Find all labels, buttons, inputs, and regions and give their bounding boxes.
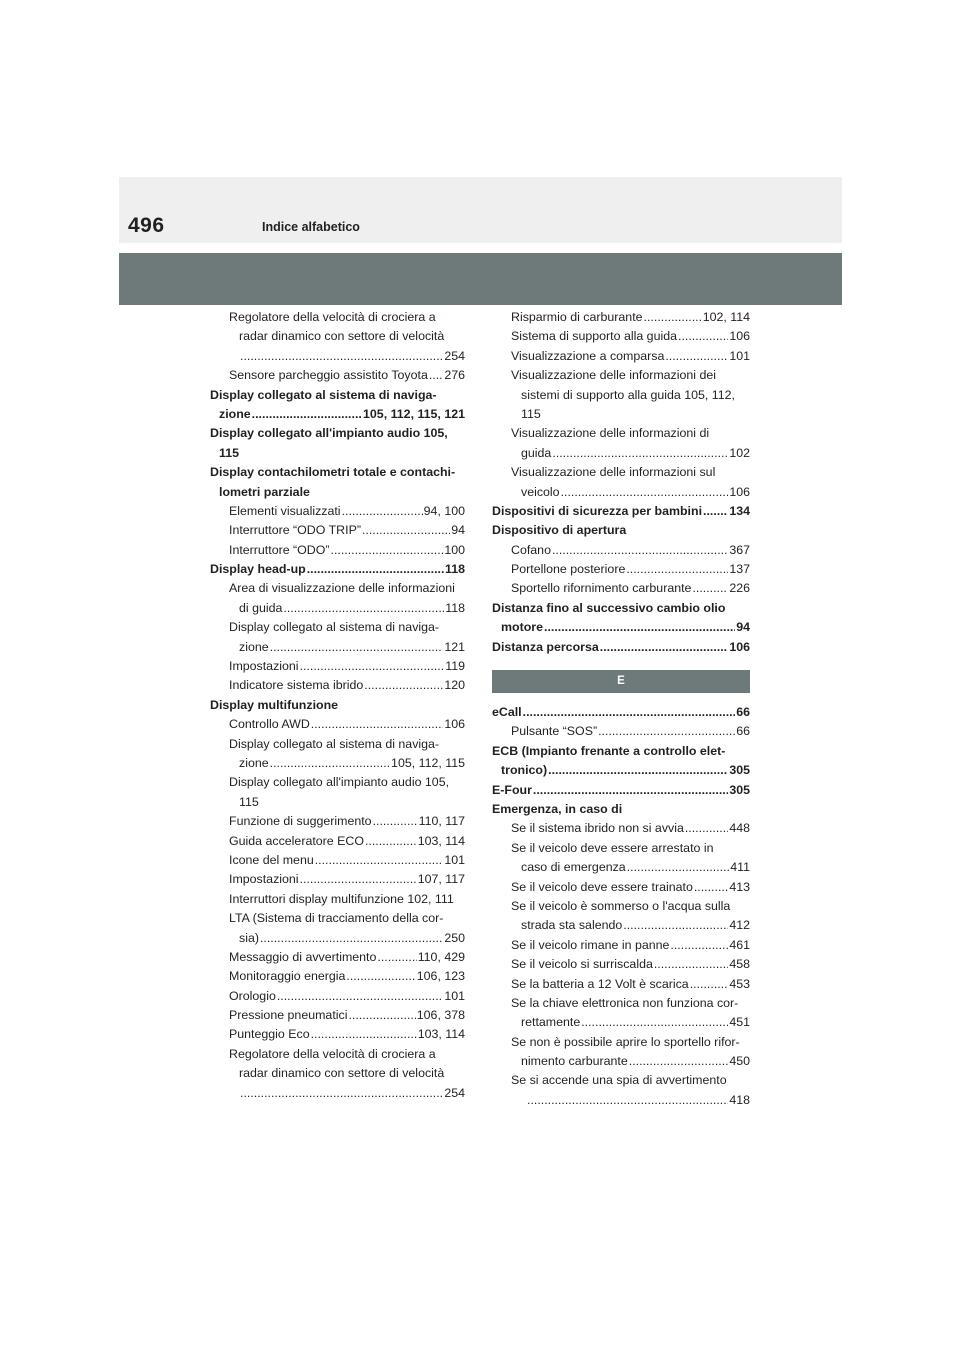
page-reference: 105, 112, 115 <box>391 755 465 770</box>
section-header-e: E <box>492 670 750 693</box>
entry-text: di guida <box>239 600 283 615</box>
page-reference: 94 <box>736 620 750 635</box>
entry-text: zione <box>239 755 269 770</box>
index-sub-entry <box>492 308 750 327</box>
entry-text: Pulsante “SOS” <box>511 724 598 739</box>
index-sub-entry: Se si accende una spia di avvertimento <box>511 1073 727 1088</box>
dot-leader <box>365 832 417 851</box>
dot-leader <box>240 1084 443 1103</box>
index-sub-entry <box>210 1006 465 1025</box>
index-sub-entry: Se il veicolo deve essere arrestato in <box>511 840 714 855</box>
dot-leader <box>277 987 443 1006</box>
page-reference: 106, 378 <box>416 1008 465 1023</box>
entry-text: caso di emergenza <box>521 860 626 875</box>
index-sub-entry <box>210 638 465 657</box>
entry-text: Portellone posteriore <box>511 562 626 577</box>
entry-text: zione <box>239 639 269 654</box>
page-reference: 254 <box>444 1085 465 1100</box>
page-reference: 101 <box>729 348 750 363</box>
entry-text: Se la batteria a 12 Volt è scarica <box>511 976 689 991</box>
index-list-e <box>492 703 750 1110</box>
entry-text: Elementi visualizzati <box>229 503 341 518</box>
dot-leader <box>373 812 418 831</box>
entry-text: Risparmio di carburante <box>511 310 643 324</box>
index-sub-entry <box>210 948 465 967</box>
dot-leader <box>270 754 390 773</box>
dot-leader <box>629 1052 729 1071</box>
index-sub-entry: sistemi di supporto alla guida 105, 112, <box>521 387 735 402</box>
index-sub-entry <box>492 936 750 955</box>
index-sub-entry <box>210 521 465 540</box>
dot-leader <box>623 916 728 935</box>
dot-leader <box>300 657 445 676</box>
dot-leader <box>311 1025 417 1044</box>
index-sub-entry <box>492 955 750 974</box>
page-reference: 106 <box>729 329 750 344</box>
page-reference: 226 <box>729 581 750 596</box>
page-reference: 413 <box>729 879 750 894</box>
index-sub-entry <box>210 812 465 831</box>
page-reference: 101 <box>444 852 465 867</box>
entry-text: Visualizzazione a comparsa <box>511 348 665 363</box>
page-reference: 102, 114 <box>702 310 750 324</box>
page-reference: 118 <box>445 600 465 615</box>
entry-text: strada sta salendo <box>521 918 623 933</box>
page-reference: 121 <box>444 639 465 654</box>
page-reference: 66 <box>736 724 750 739</box>
index-main-entry <box>210 405 465 424</box>
dot-leader <box>678 327 728 346</box>
dot-leader <box>311 715 444 734</box>
dot-leader <box>362 521 450 540</box>
index-sub-entry <box>210 715 465 734</box>
dot-leader <box>283 599 444 618</box>
page-reference: 110, 429 <box>417 949 465 964</box>
entry-text: Icone del menu <box>229 852 314 867</box>
dot-leader <box>627 858 730 877</box>
index-sub-entry: Visualizzazione delle informazioni sul <box>511 465 716 480</box>
dot-leader <box>665 347 728 366</box>
index-sub-entry <box>210 599 465 618</box>
index-main-entry <box>492 502 750 521</box>
index-sub-entry <box>492 347 750 366</box>
entry-text: Guida acceleratore ECO <box>229 833 364 848</box>
dot-leader <box>429 366 443 385</box>
dot-leader <box>523 703 736 722</box>
index-main-entry <box>492 703 750 722</box>
index-column-right <box>492 308 750 1110</box>
entry-text: rettamente <box>521 1015 581 1030</box>
dot-leader <box>692 579 728 598</box>
dot-leader <box>598 722 735 741</box>
index-sub-entry: Se la chiave elettronica non funziona cor- <box>511 995 739 1010</box>
index-sub-entry <box>492 327 750 346</box>
page-reference: 94, 100 <box>423 503 465 518</box>
entry-text: motore <box>501 620 543 635</box>
dot-leader <box>548 761 728 780</box>
index-sub-entry <box>210 1025 465 1044</box>
index-sub-entry <box>210 657 465 676</box>
index-column-left <box>210 308 465 1103</box>
dot-leader <box>533 781 728 800</box>
entry-text: zione <box>219 406 251 421</box>
page-reference: 134 <box>729 503 750 518</box>
index-main-entry <box>492 761 750 780</box>
index-sub-entry <box>210 541 465 560</box>
index-main-entry: Display collegato all'impianto audio 105, <box>210 426 448 441</box>
page-reference: 103, 114 <box>417 833 465 848</box>
dot-leader <box>527 1091 728 1110</box>
dot-leader <box>544 618 735 637</box>
entry-text: Display head-up <box>210 562 306 577</box>
index-sub-entry: Regolatore della velocità di crociera a <box>229 310 436 324</box>
entry-text: Orologio <box>229 988 276 1003</box>
entry-text: Sportello rifornimento carburante <box>511 581 692 596</box>
index-list-d-continued <box>492 308 750 657</box>
page-reference: 106 <box>729 639 750 654</box>
page-reference: 110, 117 <box>418 814 465 829</box>
index-main-entry: Display collegato al sistema di naviga- <box>210 387 437 402</box>
index-sub-entry: Regolatore della velocità di crociera a <box>229 1046 436 1061</box>
entry-text: Messaggio di avvertimento <box>229 949 377 964</box>
index-sub-entry <box>492 483 750 502</box>
dot-leader <box>364 676 443 695</box>
entry-text: Punteggio Eco <box>229 1027 310 1042</box>
page-reference: 254 <box>444 348 465 363</box>
entry-text: Cofano <box>511 542 551 557</box>
index-sub-entry: Se non è possibile aprire lo sportello rifor- <box>511 1034 740 1049</box>
page-reference: 107, 117 <box>417 872 465 887</box>
dot-leader <box>307 560 444 579</box>
index-main-entry: Distanza fino al successivo cambio olio <box>492 600 726 615</box>
dot-leader <box>315 851 444 870</box>
index-main-entry: Display contachilometri totale e contachi- <box>210 465 456 480</box>
page-reference: 450 <box>729 1054 750 1069</box>
entry-text: nimento carburante <box>521 1054 628 1069</box>
index-sub-entry <box>210 1084 465 1103</box>
index-sub-entry: Display collegato all'impianto audio 105, <box>229 775 450 790</box>
page-reference: 461 <box>729 937 750 952</box>
index-sub-entry <box>210 347 465 366</box>
entry-text: tronico) <box>501 763 548 778</box>
index-sub-entry <box>492 1052 750 1071</box>
index-sub-entry: radar dinamico con settore di velocità <box>239 329 445 344</box>
page-reference: 305 <box>729 763 750 778</box>
index-sub-entry: Display collegato al sistema di naviga- <box>229 620 440 635</box>
dot-leader <box>346 967 415 986</box>
index-sub-entry <box>492 579 750 598</box>
page-reference: 451 <box>729 1015 750 1030</box>
page-reference: 119 <box>445 659 465 674</box>
entry-text: E-Four <box>492 782 532 797</box>
page-reference: 367 <box>729 542 750 557</box>
entry-text: Interruttore “ODO” <box>229 542 330 557</box>
page-reference: 118 <box>445 562 465 577</box>
entry-text: Dispositivi di sicurezza per bambini <box>492 503 703 518</box>
index-sub-entry <box>492 1091 750 1110</box>
page-reference: 448 <box>729 821 750 836</box>
page-reference: 105, 112, 115, 121 <box>363 406 465 421</box>
index-sub-entry <box>492 916 750 935</box>
entry-text: Indicatore sistema ibrido <box>229 678 364 693</box>
entry-text: Distanza percorsa <box>492 639 599 654</box>
page-reference: 106 <box>729 484 750 499</box>
index-sub-entry <box>210 987 465 1006</box>
entry-text: Sistema di supporto alla guida <box>511 329 677 344</box>
index-main-entry: Emergenza, in caso di <box>492 801 623 816</box>
page-reference: 458 <box>729 957 750 972</box>
dot-leader <box>690 975 729 994</box>
entry-text: Se il sistema ibrido non si avvia <box>511 821 684 836</box>
dot-leader <box>561 483 729 502</box>
entry-text: Impostazioni <box>229 872 299 887</box>
dot-leader <box>626 560 728 579</box>
page-reference: 100 <box>444 542 465 557</box>
entry-text: Pressione pneumatici <box>229 1008 348 1023</box>
dot-leader <box>331 541 444 560</box>
page-reference: 103, 114 <box>417 1027 465 1042</box>
index-sub-entry <box>492 819 750 838</box>
index-main-entry: 115 <box>219 445 239 460</box>
page-reference: 106, 123 <box>416 969 465 984</box>
dot-leader <box>600 638 729 657</box>
index-sub-entry <box>492 722 750 741</box>
page-reference: 94 <box>451 523 465 538</box>
chapter-band <box>119 253 842 305</box>
index-sub-entry: LTA (Sistema di tracciamento della cor- <box>229 911 444 926</box>
index-main-entry: ECB (Impianto frenante a controllo elet- <box>492 743 726 758</box>
index-sub-entry <box>210 676 465 695</box>
entry-text: Impostazioni <box>229 659 299 674</box>
dot-leader <box>342 502 423 521</box>
index-sub-entry <box>210 754 465 773</box>
page-reference: 137 <box>729 562 750 577</box>
page-reference: 102 <box>729 445 750 460</box>
dot-leader <box>252 405 362 424</box>
entry-text: Interruttore “ODO TRIP” <box>229 523 361 538</box>
index-main-entry: lometri parziale <box>219 484 310 499</box>
entry-text: Se il veicolo si surriscalda <box>511 957 653 972</box>
dot-leader <box>685 819 728 838</box>
index-sub-entry <box>492 975 750 994</box>
index-sub-entry <box>492 1013 750 1032</box>
page-reference: 411 <box>730 860 750 875</box>
entry-text: Controllo AWD <box>229 717 310 732</box>
dot-leader <box>377 948 416 967</box>
dot-leader <box>694 878 728 897</box>
index-main-entry <box>492 781 750 800</box>
index-sub-entry <box>492 444 750 463</box>
dot-leader <box>552 541 728 560</box>
entry-text: guida <box>521 445 552 460</box>
index-sub-entry: radar dinamico con settore di velocità <box>239 1066 445 1081</box>
page-reference: 101 <box>444 988 465 1003</box>
page-title: Indice alfabetico <box>262 220 360 234</box>
index-sub-entry: Se il veicolo è sommerso o l'acqua sulla <box>511 898 731 913</box>
index-sub-entry <box>210 967 465 986</box>
dot-leader <box>644 308 702 327</box>
dot-leader <box>581 1013 728 1032</box>
dot-leader <box>260 929 443 948</box>
index-main-entry <box>492 618 750 637</box>
page-number: 496 <box>128 214 165 237</box>
entry-text: Sensore parcheggio assistito Toyota <box>229 368 428 383</box>
index-sub-entry: Visualizzazione delle informazioni dei <box>511 368 717 383</box>
index-sub-entry <box>492 560 750 579</box>
dot-leader <box>703 502 728 521</box>
dot-leader <box>552 444 728 463</box>
page-reference: 305 <box>729 782 750 797</box>
page-reference: 66 <box>736 705 750 720</box>
index-main-entry <box>210 560 465 579</box>
index-sub-entry <box>210 832 465 851</box>
dot-leader <box>670 936 728 955</box>
entry-text: eCall <box>492 705 522 720</box>
index-sub-entry <box>210 502 465 521</box>
index-sub-entry <box>492 878 750 897</box>
index-sub-entry: Visualizzazione delle informazioni di <box>511 426 710 441</box>
index-sub-entry <box>210 870 465 889</box>
dot-leader <box>270 638 444 657</box>
page-reference: 120 <box>444 678 465 693</box>
page-reference: 418 <box>729 1092 750 1107</box>
header-band <box>119 177 842 243</box>
dot-leader <box>654 955 728 974</box>
index-sub-entry <box>210 929 465 948</box>
dot-leader <box>348 1006 415 1025</box>
index-main-entry: Display multifunzione <box>210 697 339 712</box>
page-reference: 412 <box>729 918 750 933</box>
index-sub-entry: 115 <box>521 406 541 421</box>
index-sub-entry: Area di visualizzazione delle informazioni <box>229 581 455 596</box>
entry-text: Monitoraggio energia <box>229 969 346 984</box>
index-sub-entry <box>492 858 750 877</box>
dot-leader <box>240 347 443 366</box>
index-sub-entry <box>210 366 465 385</box>
page-reference: 250 <box>444 930 465 945</box>
page-reference: 276 <box>444 368 465 383</box>
index-sub-entry <box>492 541 750 560</box>
entry-text: sia) <box>239 930 259 945</box>
index-sub-entry: Interruttori display multifunzione 102, 111 <box>229 891 454 906</box>
entry-text: veicolo <box>521 484 560 499</box>
entry-text: Se il veicolo rimane in panne <box>511 937 670 952</box>
page-reference: 453 <box>729 976 750 991</box>
index-sub-entry: 115 <box>239 794 259 809</box>
index-main-entry: Dispositivo di apertura <box>492 523 627 538</box>
index-main-entry <box>492 638 750 657</box>
index-sub-entry <box>210 851 465 870</box>
page-reference: 106 <box>444 717 465 732</box>
dot-leader <box>300 870 417 889</box>
entry-text: Funzione di suggerimento <box>229 814 372 829</box>
index-sub-entry: Display collegato al sistema di naviga- <box>229 736 440 751</box>
entry-text: Se il veicolo deve essere trainato <box>511 879 693 894</box>
